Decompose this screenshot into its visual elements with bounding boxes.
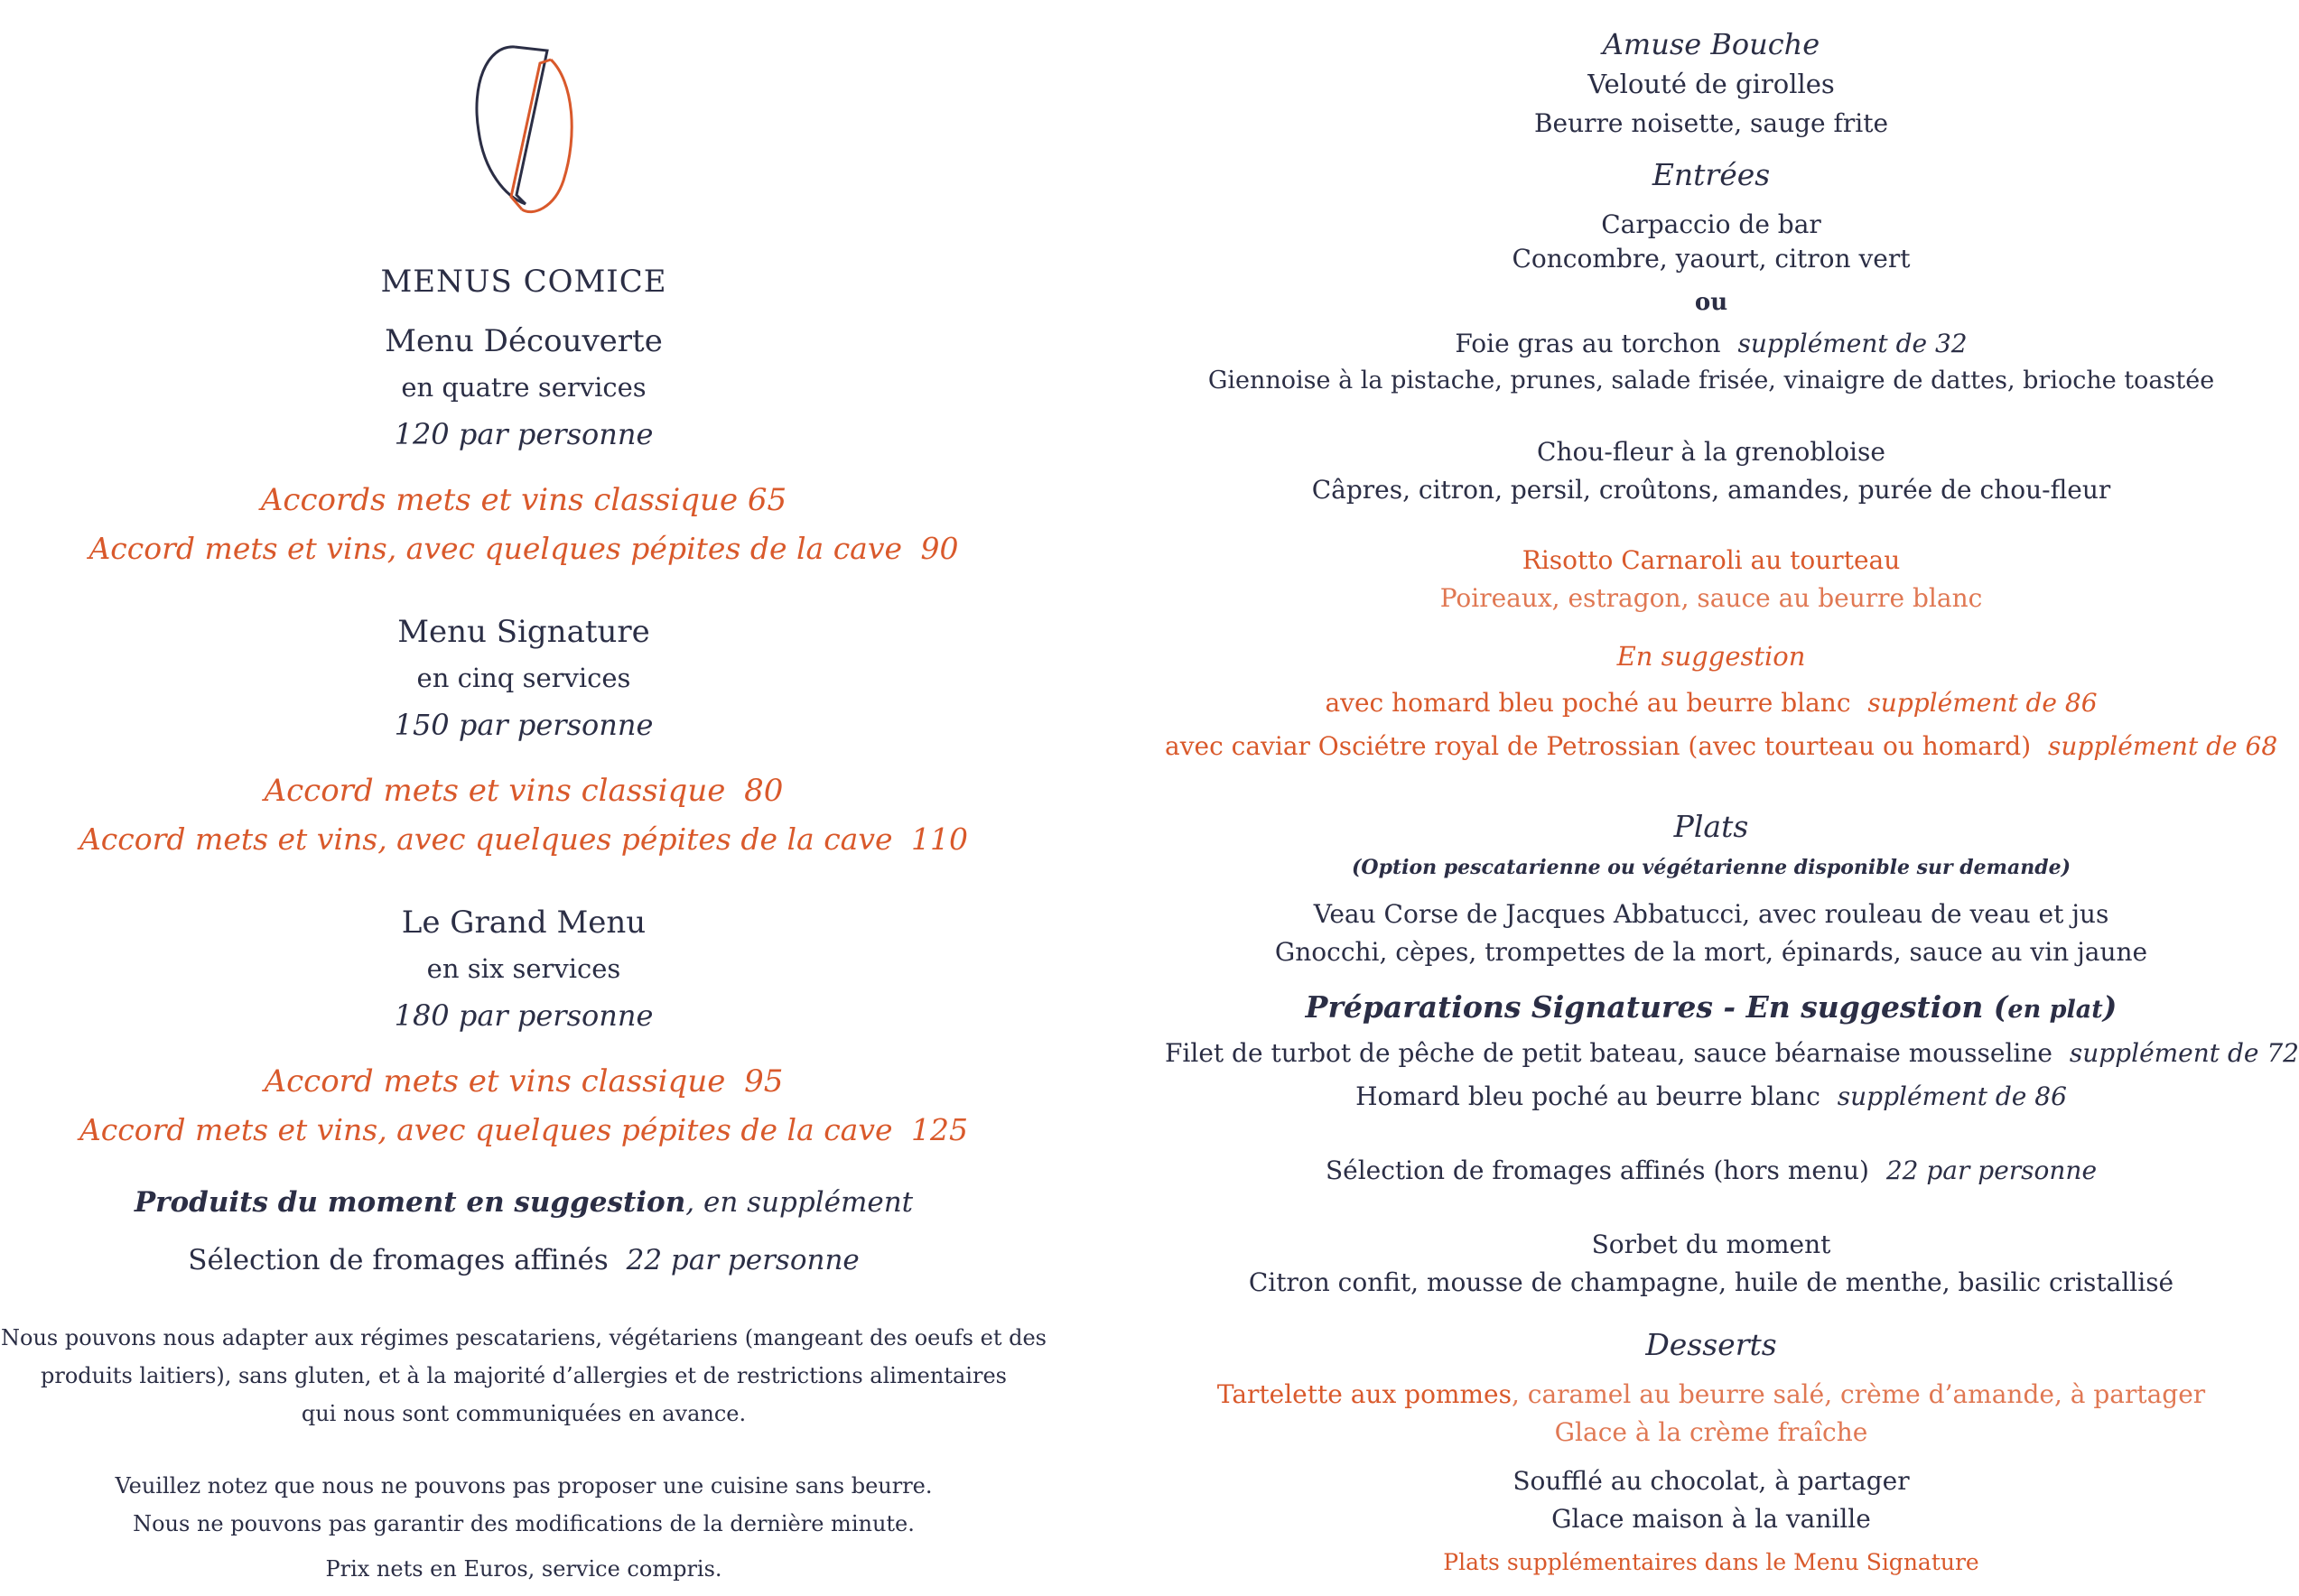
dish-name: Homard bleu poché au beurre blanc — [1355, 1081, 1820, 1111]
pairing-cave-price: 90 — [920, 531, 959, 566]
dish-name: Risotto Carnaroli au tourteau — [1522, 545, 1901, 575]
footer-note: Plats supplémentaires dans le Menu Signature — [1443, 1549, 1979, 1575]
dish-note: (hors menu) — [1705, 1155, 1869, 1185]
prep-heading: Préparations Signatures - En suggestion ( — [1305, 989, 2008, 1025]
dish-souffle — [1165, 1466, 2257, 1496]
note-line: produits laitiers), sans gluten, et à la majorité d’allergies et de restrictions alimentaires — [41, 1363, 1007, 1388]
option-homard — [1165, 688, 2257, 718]
menu-price: 150 par personne — [394, 708, 654, 742]
menu-services: en six services — [426, 953, 621, 984]
note-line: Nous pouvons nous adapter aux régimes pescatariens, végétariens (mangeant des oeufs et des — [1, 1325, 1047, 1350]
dish-description: Concombre, yaourt, citron vert — [1512, 244, 1911, 274]
note-line: qui nous sont communiquées en avance. — [301, 1401, 747, 1426]
dish-name: Sélection de fromages affinés — [1325, 1155, 1706, 1185]
pairing-classic — [0, 482, 1047, 518]
pairing-cave — [0, 821, 1047, 857]
menu-name: Menu Découverte — [385, 323, 663, 359]
section-heading-preparations — [1165, 989, 2257, 1025]
menu-services: en quatre services — [401, 372, 647, 403]
cheese-selection — [0, 1244, 1047, 1276]
dish-description: , caramel au beurre salé, crème d’amande, à partager — [1511, 1379, 2206, 1409]
dish-description: Beurre noisette, sauge frite — [1533, 108, 1889, 138]
pairing-cave-label: Accord mets et vins, avec quelques pépites de la cave — [88, 531, 903, 566]
dish-supplement: supplément de 86 — [1837, 1081, 2067, 1111]
section-heading-plats: Plats — [1673, 809, 1749, 844]
dish-turbot — [1165, 1038, 2299, 1068]
dish-description: Giennoise à la pistache, prunes, salade frisée, vinaigre de dattes, brioche toastée — [1207, 367, 2215, 394]
pairing-classic-label: Accord mets et vins classique — [264, 1063, 726, 1100]
menu-services: en cinq services — [416, 663, 631, 693]
dish-price: 22 par personne — [1885, 1155, 2098, 1185]
pairing-cave-price: 125 — [911, 1112, 969, 1147]
dish-description: Gnocchi, cèpes, trompettes de la mort, épinards, sauce au vin jaune — [1274, 937, 2148, 967]
pairing-classic-price: 95 — [744, 1063, 784, 1100]
dish-description: Citron confit, mousse de champagne, huile de menthe, basilic cristallisé — [1248, 1267, 2174, 1297]
section-heading-entrees: Entrées — [1652, 157, 1771, 192]
dish-homard — [1165, 1081, 2257, 1111]
dish-supplement: supplément de 32 — [1737, 329, 1968, 358]
dish-tartelette — [1165, 1379, 2257, 1409]
prep-heading-small: en plat — [2007, 996, 2103, 1024]
dish-name: Sorbet du moment — [1591, 1229, 1831, 1259]
dish-name: Velouté de girolles — [1587, 69, 1835, 99]
menu-price: 180 par personne — [394, 998, 654, 1033]
section-heading-desserts: Desserts — [1645, 1327, 1777, 1362]
prep-heading-end: ) — [2102, 989, 2118, 1025]
dish-name: Chou-fleur à la grenobloise — [1537, 437, 1885, 467]
cheese-line — [1165, 1155, 2257, 1185]
cheese-label: Sélection de fromages affinés — [188, 1244, 609, 1276]
menu-name: Menu Signature — [397, 614, 650, 650]
products-of-moment — [0, 1186, 1047, 1219]
pairing-cave-label: Accord mets et vins, avec quelques pépites de la cave — [79, 821, 893, 857]
dish-name: Foie gras au torchon — [1455, 329, 1721, 358]
split-zero-logo-icon — [470, 36, 578, 217]
menu-price: 120 par personne — [394, 417, 654, 451]
dish-description: , à partager — [1758, 1466, 1910, 1496]
plats-note: (Option pescatarienne ou végétarienne disponible sur demande) — [1352, 856, 2071, 879]
dish-name: Veau Corse de Jacques Abbatucci, avec rouleau de veau et jus — [1313, 899, 2109, 929]
note-line: Nous ne pouvons pas garantir des modifications de la dernière minute. — [133, 1511, 915, 1536]
pairing-classic-price: 65 — [747, 482, 787, 518]
products-rest: , en supplément — [685, 1186, 914, 1219]
dish-name: Filet de turbot de pêche de petit bateau, sauce béarnaise mousseline — [1165, 1038, 2052, 1068]
dish-description: Câpres, citron, persil, croûtons, amandes, purée de chou-fleur — [1311, 475, 2111, 505]
option-name: avec homard bleu poché au beurre blanc — [1325, 688, 1851, 718]
suggestion-label: En suggestion — [1616, 641, 1806, 672]
dish-sub: Glace à la crème fraîche — [1554, 1417, 1868, 1447]
or-separator: ou — [1694, 289, 1728, 316]
dish-sub: Glace maison à la vanille — [1551, 1504, 1871, 1534]
dish-supplement: supplément de 72 — [2069, 1038, 2299, 1068]
dish-name: Tartelette aux pommes — [1216, 1379, 1512, 1409]
pairing-cave-label: Accord mets et vins, avec quelques pépites de la cave — [79, 1112, 893, 1147]
section-heading-amuse: Amuse Bouche — [1602, 27, 1820, 61]
menus-title: MENUS COMICE — [380, 264, 667, 300]
pairing-classic-label: Accord mets et vins classique — [264, 773, 726, 809]
option-caviar — [1165, 731, 2278, 761]
dish-name: Carpaccio de bar — [1601, 209, 1821, 239]
option-supplement: supplément de 86 — [1867, 688, 2098, 718]
pairing-classic-label: Accords mets et vins classique — [260, 482, 739, 518]
option-supplement: supplément de 68 — [2048, 731, 2278, 761]
pairing-classic — [0, 773, 1047, 809]
pairing-cave — [0, 1112, 1047, 1147]
dish-foie-gras — [1165, 329, 2257, 358]
dish-name: Soufflé au chocolat — [1512, 1466, 1759, 1496]
dish-description: Poireaux, estragon, sauce au beurre blanc — [1439, 583, 1983, 613]
products-bold: Produits du moment en suggestion — [134, 1186, 686, 1219]
pairing-cave — [0, 531, 1047, 566]
option-note: (avec tourteau ou homard) — [1680, 731, 2032, 761]
pairing-classic — [0, 1063, 1047, 1100]
menu-name: Le Grand Menu — [401, 905, 647, 941]
pairing-cave-price: 110 — [911, 821, 969, 857]
option-name: avec caviar Osciétre royal de Petrossian — [1165, 731, 1680, 761]
cheese-price: 22 par personne — [626, 1244, 860, 1276]
note-line: Prix nets en Euros, service compris. — [325, 1556, 722, 1582]
pairing-classic-price: 80 — [744, 773, 784, 809]
note-line: Veuillez notez que nous ne pouvons pas proposer une cuisine sans beurre. — [115, 1473, 933, 1499]
